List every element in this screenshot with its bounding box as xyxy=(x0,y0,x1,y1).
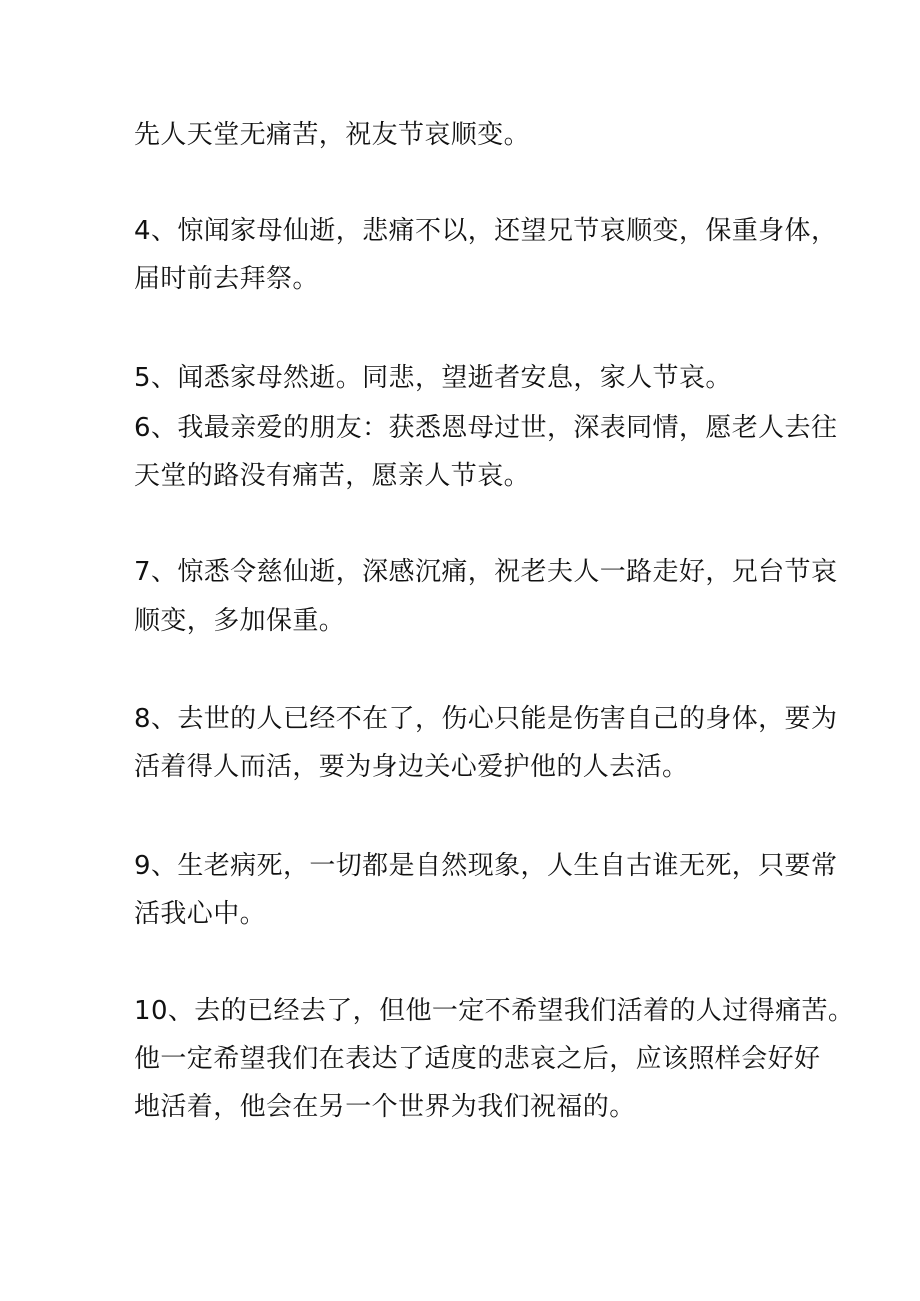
text-line: 5、闻悉家母然逝。同悲，望逝者安息，家人节哀。 xyxy=(134,363,732,393)
text-line: 届时前去拜祭。 xyxy=(134,264,319,294)
text-line: 活我心中。 xyxy=(134,899,267,929)
text-line: 9、生老病死，一切都是自然现象，人生自古谁无死，只要常 xyxy=(134,851,838,881)
text-line: 地活着，他会在另一个世界为我们祝福的。 xyxy=(134,1092,636,1122)
text-line: 7、惊悉令慈仙逝，深感沉痛，祝老夫人一路走好，兄台节哀 xyxy=(134,557,838,587)
text-line: 4、惊闻家母仙逝，悲痛不以，还望兄节哀顺变，保重身体， xyxy=(134,216,838,246)
text-line: 8、去世的人已经不在了，伤心只能是伤害自己的身体，要为 xyxy=(134,704,838,734)
text-line: 先人天堂无痛苦，祝友节哀顺变。 xyxy=(134,120,531,150)
text-line: 天堂的路没有痛苦，愿亲人节哀。 xyxy=(134,461,531,491)
text-line: 6、我最亲爱的朋友：获悉恩母过世，深表同情，愿老人去往 xyxy=(134,413,838,443)
text-line: 10、去的已经去了，但他一定不希望我们活着的人过得痛苦。 xyxy=(134,996,855,1026)
text-line: 活着得人而活，要为身边关心爱护他的人去活。 xyxy=(134,752,689,782)
text-line: 他一定希望我们在表达了适度的悲哀之后，应该照样会好好 xyxy=(134,1044,821,1074)
text-line: 顺变，多加保重。 xyxy=(134,606,346,636)
